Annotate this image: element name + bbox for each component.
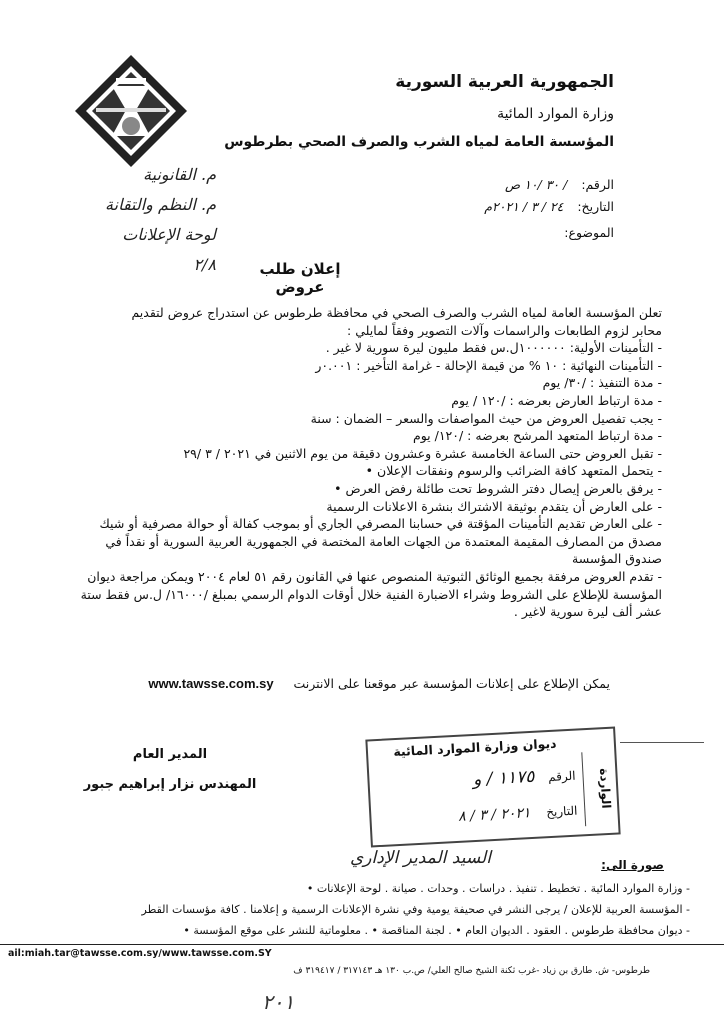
website-link[interactable]: www.tawsse.com.sy — [148, 676, 274, 691]
handwritten-note: م. القانونية — [143, 165, 216, 184]
subject-label: الموضوع: — [564, 225, 614, 240]
body-line: - يتحمل المتعهد كافة الضرائب والرسوم ونفقات الإعلان • — [365, 463, 662, 479]
signature-block — [60, 740, 280, 800]
handwritten-note: ٢/٨ — [193, 255, 216, 274]
body-line: - على العارض تقديم التأمينات المؤقتة في حسابنا المصرفي الجاري أو بموجب كفالة أو حوالة مصرفية أو شيك — [99, 516, 662, 532]
body-line: - مدة ارتباط العارض بعرضه : /١٢٠ / يوم — [451, 392, 662, 408]
date-label: التاريخ: — [577, 199, 614, 214]
website-note-row — [110, 676, 610, 691]
bottom-handwriting: ٢٠١ — [262, 990, 295, 1014]
ministry-logo-icon — [72, 52, 190, 170]
body-line: - التأمينات الأولية: ١٠٠٠٠٠٠ل.س فقط مليون ليرة سورية لا غير . — [325, 340, 662, 356]
announcement-body — [42, 304, 662, 621]
website-note: يمكن الإطلاع على إعلانات المؤسسة عبر موقعنا على الانترنت — [293, 676, 610, 691]
signature-title: المدير العام — [132, 747, 208, 762]
body-line: - يرفق بالعرض إيصال دفتر الشروط تحت طائلة رفض العرض • — [334, 480, 662, 496]
subject-row — [564, 225, 614, 240]
date-value: ٢٤ / ٣ / ٢٠٢١م — [484, 199, 564, 214]
stamp-side-label: الواردة — [581, 751, 614, 826]
copy-to-line: - وزارة الموارد المائية . تخطيط . تنفيذ . دراسات . وحدات . صيانة . لوحة الإعلانات • — [306, 882, 690, 895]
copy-to-label: صورة الى: — [601, 858, 664, 872]
handwritten-note: لوحة الإعلانات — [122, 225, 216, 244]
body-line: - يجب تفصيل العروض من حيث المواصفات والسعر – الضمان : سنة — [310, 410, 662, 426]
footer-divider — [0, 944, 724, 945]
stamp-number-label: الرقم — [547, 768, 576, 785]
body-line: - مدة التنفيذ : /٣٠/ يوم — [542, 375, 662, 391]
reference-label: الرقم: — [581, 177, 614, 192]
handwritten-routing-notes — [16, 160, 216, 280]
stamp-number-row — [379, 765, 576, 795]
republic-name: الجمهورية العربية السورية — [395, 72, 614, 92]
stamp-date-value: ٢٠٢١ / ٣ / ٨ — [457, 805, 531, 825]
divider — [620, 742, 704, 743]
reference-value: / ٣٠ /١٠ ص — [504, 177, 568, 192]
handwritten-note: م. النظم والتقانة — [105, 195, 216, 214]
body-line: مصدق من المصارف المقيمة المعتمدة من الجهات العامة المختصة في الجمهورية العربية السورية أو نقداً في — [105, 533, 662, 549]
ministry-name: وزارة الموارد المائية — [497, 106, 614, 122]
body-line: - تقبل العروض حتى الساعة الخامسة عشرة وعشرون دقيقة من يوم الاثنين في ٢٠٢١ / ٣ /٢٩ — [183, 445, 662, 461]
reference-row — [505, 177, 614, 192]
body-line: تعلن المؤسسة العامة لمياه الشرب والصرف الصحي في محافظة طرطوس عن استدراج عروض لتقديم — [131, 305, 662, 320]
date-row — [484, 199, 614, 214]
body-line: صندوق المؤسسة — [572, 551, 662, 567]
copy-to-line: - المؤسسة العربية للإعلان / يرجى النشر في صحيفة يومية وفي نشرة الإعلانات الرسمية و إعلامنا . كافة مؤسسات القطر — [141, 903, 690, 916]
stamp-number-value: ١١٧٥ / و — [472, 766, 535, 791]
announcement-title: إعلان طلب عروض — [259, 260, 341, 296]
stamp-date-row — [381, 803, 578, 829]
copy-to-line: - ديوان محافظة طرطوس . العقود . الديوان العام • . لجنة المناقصة • . معلوماتية للنشر على موقع المؤسسة • — [183, 924, 690, 937]
incoming-stamp — [365, 727, 620, 848]
signature-name: المهندس نزار إبراهيم جبور — [83, 777, 257, 792]
footer-email-website: ail:miah.tar@tawsse.com.sy/www.tawsse.com.SY — [8, 948, 272, 959]
copy-to-list — [20, 878, 690, 941]
stamp-date-label: التاريخ — [545, 803, 578, 820]
body-line: المؤسسة للإطلاع على الشروط وشراء الاضبارة الفنية خلال أوقات الدوام الرسمي بمبلغ /١٦٠٠٠/ ل.س فقط ستة — [80, 586, 662, 602]
footer-address: طرطوس- ش. طارق بن زياد -غرب ثكنة الشيخ صالح العلي/ ص.ب ١٣٠ هـ ٣١٧١٤٣ / ٣١٩٤١٧ ف — [293, 966, 650, 976]
body-line: محابر لزوم الطابعات والراسمات وآلات التصوير وفقاً لمايلي : — [347, 322, 662, 338]
body-line: عشر ألف ليرة سورية لاغير . — [513, 604, 662, 620]
institution-name: المؤسسة العامة لمياه الشرب والصرف الصحي بطرطوس — [224, 134, 614, 150]
body-line: - تقدم العروض مرفقة بجميع الوثائق الثبوتية المنصوص عنها في القانون رقم ٥١ لعام ٢٠٠٤ ويمكن مراجعة ديوان — [87, 568, 662, 584]
body-line: - مدة ارتباط المتعهد المرشح بعرضه : /١٢٠/ يوم — [412, 428, 662, 444]
body-line: - على العارض أن يتقدم بوثيقة الاشتراك بنشرة الاعلانات الرسمية — [326, 498, 662, 514]
body-line: - التأمينات النهائية : ١٠ % من قيمة الإحالة - غرامة التأخير : ٠.٠٠١ر — [315, 357, 662, 373]
stamp-title: ديوان وزارة الموارد المائية — [392, 735, 557, 760]
copy-to-handwritten: السيد المدير الإداري — [350, 848, 491, 868]
